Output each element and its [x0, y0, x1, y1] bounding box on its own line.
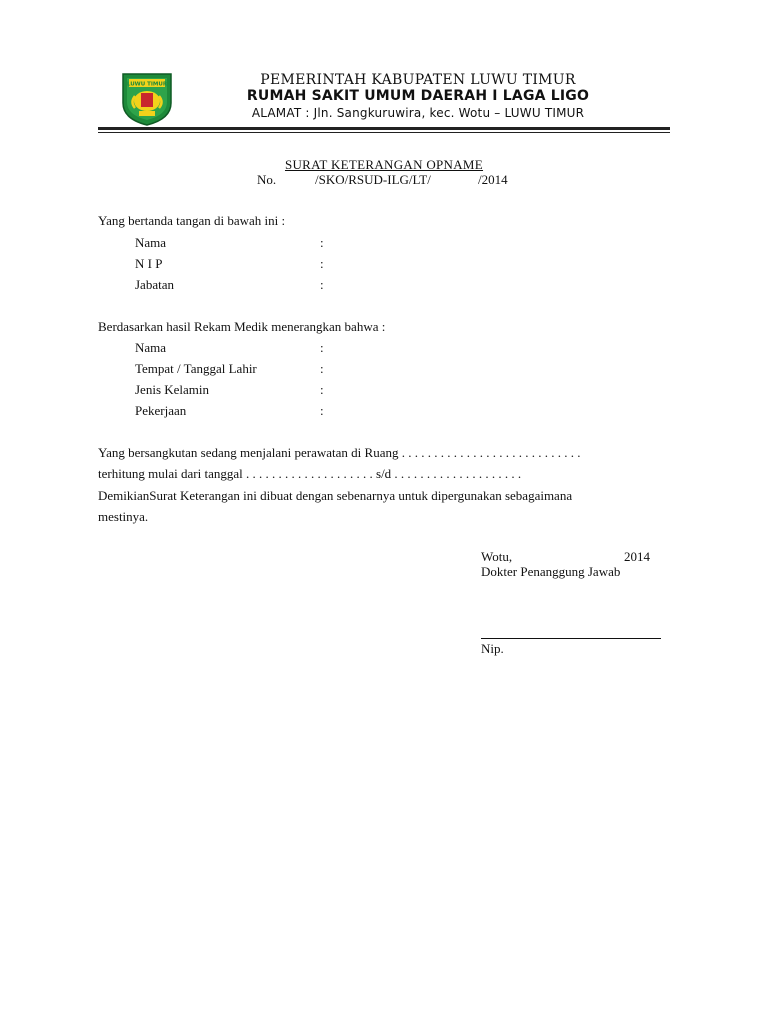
signer-name-colon: : — [320, 235, 324, 250]
regency-logo — [117, 69, 177, 127]
patient-occupation-label: Pekerjaan — [135, 403, 187, 418]
patient-birth-colon: : — [320, 361, 324, 376]
logo-text: LUWU TIMUR — [126, 81, 168, 88]
body-closing-line: DemikianSurat Keterangan ini dibuat dengan sebenarnya untuk dipergunakan sebagaimana — [98, 488, 573, 503]
signer-nip-colon: : — [320, 256, 324, 271]
number-body: /SKO/RSUD-ILG/LT/ — [315, 172, 431, 187]
signature-nip-label: Nip. — [481, 641, 504, 656]
number-year: /2014 — [478, 172, 508, 187]
signer-position-colon: : — [320, 277, 324, 292]
signer-intro: Yang bertanda tangan di bawah ini : — [98, 213, 286, 228]
document-title: SURAT KETERANGAN OPNAME — [284, 157, 484, 172]
body-date-line: terhitung mulai dari tanggal . . . . . . . . . . . . . . . . . . . . s/d . . . . . . . . . . . . . . . . . . . . — [98, 466, 522, 481]
signature-line — [481, 638, 661, 639]
patient-birth-label: Tempat / Tanggal Lahir — [135, 361, 257, 376]
patient-name-colon: : — [320, 340, 324, 355]
body-closing-end: mestinya. — [98, 509, 149, 524]
letterhead-rule-thick — [98, 127, 670, 130]
body-ward-line: Yang bersangkutan sedang menjalani perawatan di Ruang . . . . . . . . . . . . . . . . . . . . . . . . . . . . — [98, 445, 581, 460]
patient-gender-colon: : — [320, 382, 324, 397]
signature-year: 2014 — [624, 549, 650, 564]
signer-name-label: Nama — [135, 235, 167, 250]
number-label: No. — [257, 172, 277, 187]
patient-gender-label: Jenis Kelamin — [135, 382, 210, 397]
letterhead-hospital: RUMAH SAKIT UMUM DAERAH I LAGA LIGO — [246, 88, 590, 104]
letterhead-rule-thin — [98, 132, 670, 133]
patient-intro: Berdasarkan hasil Rekam Medik menerangkan bahwa : — [98, 319, 386, 334]
letterhead-government: PEMERINTAH KABUPATEN LUWU TIMUR — [260, 72, 576, 88]
letterhead-address: ALAMAT : Jln. Sangkuruwira, kec. Wotu – LUWU TIMUR — [251, 106, 585, 120]
signature-place: Wotu, — [481, 549, 513, 564]
signature-role: Dokter Penanggung Jawab — [481, 564, 621, 579]
patient-name-label: Nama — [135, 340, 167, 355]
signer-nip-label: N I P — [135, 256, 163, 271]
patient-occupation-colon: : — [320, 403, 324, 418]
signer-position-label: Jabatan — [135, 277, 174, 292]
